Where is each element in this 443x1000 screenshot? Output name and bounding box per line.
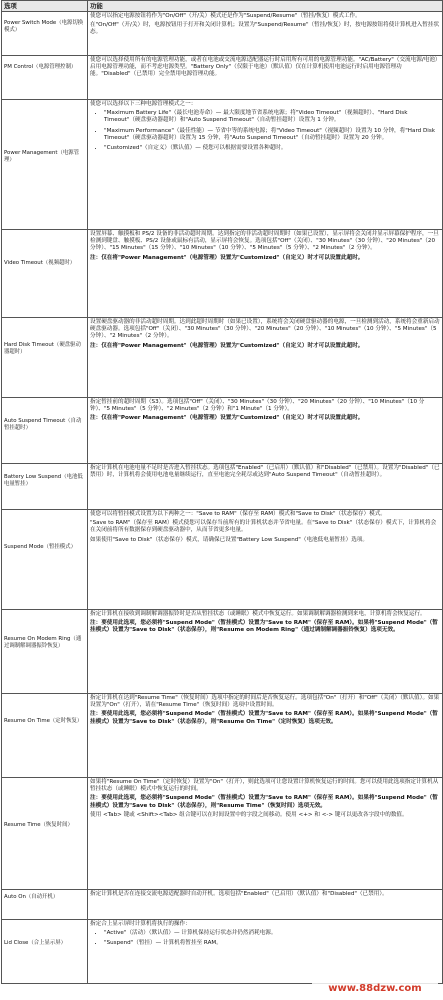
site-watermark: www.88dzw.com bbox=[312, 982, 438, 996]
table-row bbox=[2, 230, 443, 318]
description-text: 指定暂挂前的超时周期（S3）。选项包括"Off"（关闭）、"30 Minutes"（30 分钟）、"20 Minutes"（20 分钟）、"10 Minutes"（10 分钟）、"5 Minutes"（5 分钟）、"2 Minutes"（2 分钟）和"1 Minute"（1 分钟）。 bbox=[90, 399, 425, 413]
note-text: 注：要使用此选项，您必须将"Suspend Mode"（暂挂模式）设置为"Save to RAM"（保存至 RAM）。如果将"Suspend Mode"（暂挂模式）设置为"Save to Disk"（状态保存），则"Resume On Time"（定时恢复）选项无效。 bbox=[90, 711, 438, 725]
option-name: Battery Low Suspend（电池低电量暂挂） bbox=[2, 464, 88, 510]
list-item: • "Maximum Performance"（最佳性能）— 节省中等的系统电源；将"Video Timeout"（视频超时）设置为 10 分钟，将"Hard Disk Timeout"（硬盘驱动器超时）设置为 15 分钟，将"Auto Suspend Timeout"（自动暂挂超时）设置为 20 分钟。 bbox=[104, 128, 440, 142]
option-description bbox=[88, 100, 443, 230]
option-name: Lid Close（合上显示屏） bbox=[2, 920, 88, 984]
table-row bbox=[2, 100, 443, 230]
option-description bbox=[88, 890, 443, 920]
option-description bbox=[88, 230, 443, 318]
table-row bbox=[2, 920, 443, 984]
option-name: Video Timeout（视频超时） bbox=[2, 230, 88, 318]
description-text: 使您可以选择使用所有的电源管理功能，或者在电池或交流电源适配器运行时启用所有可用的电源管理功能。"AC/Battery"（交流电源/电池）启用电源管理功能，而不考虑电源类型。"Battery Only"（仅限于电池）（默认值）仅在计算机使用电池运行时启用电源管理功能。"Disabled"（已禁用）完全禁用电源管理功能。 bbox=[90, 57, 438, 78]
option-description bbox=[88, 920, 443, 984]
description-text: 指定计算机在接收到调制解调器振铃时是否从暂挂状态（或睡眠）模式中恢复运行。如果调制解调器检测到来电，计算机将会恢复运行。 bbox=[90, 611, 426, 617]
description-text: 如果使用"Save to Disk"（状态保存）模式，请确保已设置"Battery Low Suspend"（电池低电量暂挂）选项。 bbox=[90, 536, 368, 543]
option-description bbox=[88, 510, 443, 610]
option-name: Suspend Mode（暂挂模式） bbox=[2, 510, 88, 610]
option-name: Resume On Modem Ring（通过调制解调器振铃恢复） bbox=[2, 610, 88, 694]
table-row bbox=[2, 464, 443, 510]
note-text: 注：仅在将"Power Management"（电源管理）设置为"Customized"（自定义）时才可以设置此超时。 bbox=[90, 415, 364, 422]
option-name: Auto On（自动开机） bbox=[2, 890, 88, 920]
option-description bbox=[88, 464, 443, 510]
option-name: Hard Disk Timeout（硬盘驱动器超时） bbox=[2, 318, 88, 398]
option-name: Power Switch Mode（电源切换模式） bbox=[2, 12, 88, 56]
option-name: Resume Time（恢复时间） bbox=[2, 778, 88, 890]
note-text: 注：仅在将"Power Management"（电源管理）设置为"Customized"（自定义）时才可以设置此超时。 bbox=[90, 254, 364, 261]
option-name: PM Control（电源管理控制） bbox=[2, 56, 88, 100]
table-row bbox=[2, 510, 443, 610]
table-row bbox=[2, 778, 443, 890]
header-option: 选项 bbox=[2, 1, 88, 12]
description-text: 如果将"Resume On Time"（定时恢复）设置为"On"（打开），则此选项可让您设置计算机恢复运行的时间。您可以使用此选项指定计算机从暂挂状态（或睡眠）模式中恢复运行的时间。 bbox=[90, 779, 439, 793]
table-row bbox=[2, 398, 443, 464]
option-name: Auto Suspend Timeout（自动暂挂超时） bbox=[2, 398, 88, 464]
description-text: 使用 <Tab> 键或 <Shift><Tab> 组合键可以在时间设置中的字段之间移动。使用 <+> 和 <-> 键可以更改各字段中的数值。 bbox=[90, 811, 408, 818]
header-function: 功能 bbox=[88, 1, 443, 12]
option-description bbox=[88, 56, 443, 100]
option-description bbox=[88, 610, 443, 694]
note-text: 注：要使用此选项，您必须将"Suspend Mode"（暂挂模式）设置为"Save to RAM"（保存至 RAM）。如果将"Suspend Mode"（暂挂模式）设置为"Save to Disk"（状态保存），则"Resume Time"（恢复时间）选项无效。 bbox=[90, 795, 438, 809]
note-text: 注：仅在将"Power Management"（电源管理）设置为"Customized"（自定义）时才可以设置此超时。 bbox=[90, 342, 364, 349]
option-description bbox=[88, 318, 443, 398]
table-row bbox=[2, 890, 443, 920]
list-item: • "Maximum Battery Life"（最长电池寿命）— 最大限度地节省系统电源；将"Video Timeout"（视频超时）、"Hard Disk Timeout"（硬盘驱动器超时）和"Auto Suspend Timeout"（自动暂挂超时）设置为 1 分钟。 bbox=[104, 110, 440, 124]
description-text: "Save to RAM"（保存至 RAM）模式使您可以保存当前所有的计算机状态并节省电量。在"Save to Disk"（状态保存）模式下，计算机将会在关闭前将所有数据保存到硬盘驱动器中，从而节省更多电量。 bbox=[90, 520, 437, 534]
table-row bbox=[2, 694, 443, 778]
list-item: • "Suspend"（暂挂）— 计算机将暂挂至 RAM。 bbox=[104, 940, 440, 947]
description-text: 使您可以选择以下三种电源管理模式之一： bbox=[90, 101, 197, 107]
option-description bbox=[88, 694, 443, 778]
description-text: 使您可以指定电源按钮将作为"On/Off"（开/关）模式还是作为"Suspend/Resume"（暂挂/恢复）模式工作。 bbox=[90, 13, 361, 19]
bios-options-table bbox=[1, 0, 443, 984]
description-text: 在"On/Off"（开/关）时，电源按钮用于打开和关闭计算机；设置为"Suspend/Resume"（暂挂/恢复）时，按电源按钮将使计算机进入暂挂状态。 bbox=[90, 22, 440, 36]
table-header-row bbox=[2, 1, 443, 12]
mode-list bbox=[90, 110, 440, 152]
table-row bbox=[2, 610, 443, 694]
description-text: 设置屏幕、触摸板和 PS/2 设备的非活动超时周期。达到指定的非活动超时周期时（如果已设置），显示屏将会关闭并显示屏幕保护程序，一旦检测到键盘、触摸板、PS/2 设备或鼠标有活动，显示屏将会恢复。选项包括"Off"（关闭）、"30 Minutes"（30 分钟）、"20 Minutes"（20 分钟）、"15 Minutes"（15 分钟）、"10 Minutes"（10 分钟）、"5 Minutes"（5 分钟）、"2 Minutes"（2 分钟）。 bbox=[90, 231, 439, 252]
table-row bbox=[2, 12, 443, 56]
description-text: 指定计算机在电池电量不足时是否进入暂挂状态。选项包括"Enabled"（已启用）（默认值）和"Disabled"（已禁用）。设置为"Disabled"（已禁用）时，计算机将会使用电池电量继续运行，直至电池完全耗尽或达到"Auto Suspend Timeout"（自动暂挂超时）。 bbox=[90, 465, 440, 479]
note-text: 注：要使用此选项，您必须将"Suspend Mode"（暂挂模式）设置为"Save to RAM"（保存至 RAM）。如果将"Suspend Mode"（暂挂模式）设置为"Save to Disk"（状态保存），则"Resume on Modem Ring"（通过调制解调器振铃恢复）选项无效。 bbox=[90, 620, 438, 634]
table-row bbox=[2, 318, 443, 398]
option-description bbox=[88, 778, 443, 890]
option-description bbox=[88, 398, 443, 464]
description-text: 指定计算机是否在连接交流电源适配器时自动开机。选项包括"Enabled"（已启用）（默认值）和"Disabled"（已禁用）。 bbox=[90, 891, 388, 897]
option-name: Power Management（电源管理） bbox=[2, 100, 88, 230]
list-item: • "Customized"（自定义）（默认值）— 使您可以根据需要设置各种超时。 bbox=[104, 145, 440, 152]
description-text: 设置硬盘驱动器的非活动超时周期。达到此超时周期时（如果已设置），系统将会关闭硬盘驱动器的电源，一旦检测到活动，系统将会重新启动硬盘驱动器。选项包括"Off"（关闭）、"30 Minutes"（30 分钟）、"20 Minutes"（20 分钟）、"10 Minutes"（10 分钟）、"5 Minutes"（5 分钟）、"2 Minutes"（2 分钟）。 bbox=[90, 319, 440, 340]
option-description bbox=[88, 12, 443, 56]
description-text: 使您可以将暂挂模式设置为以下两种之一："Save to RAM"（保存至 RAM）模式和"Save to Disk"（状态保存）模式。 bbox=[90, 511, 386, 517]
table-row bbox=[2, 56, 443, 100]
lid-close-list bbox=[90, 930, 440, 947]
option-name: Resume On Time（定时恢复） bbox=[2, 694, 88, 778]
description-text: 指定计算机在达到"Resume Time"（恢复时间）选项中指定的时间后是否恢复运行。选项包括"On"（打开）和"Off"（关闭）（默认值）。如果设置为"On"（打开），请在"Resume Time"（恢复时间）选项中设置时间。 bbox=[90, 695, 440, 709]
list-item: • "Active"（活动）（默认值）— 计算机保持运行状态并仍然消耗电源。 bbox=[104, 930, 440, 937]
description-text: 指定合上显示屏时计算机将执行的操作： bbox=[90, 921, 191, 927]
